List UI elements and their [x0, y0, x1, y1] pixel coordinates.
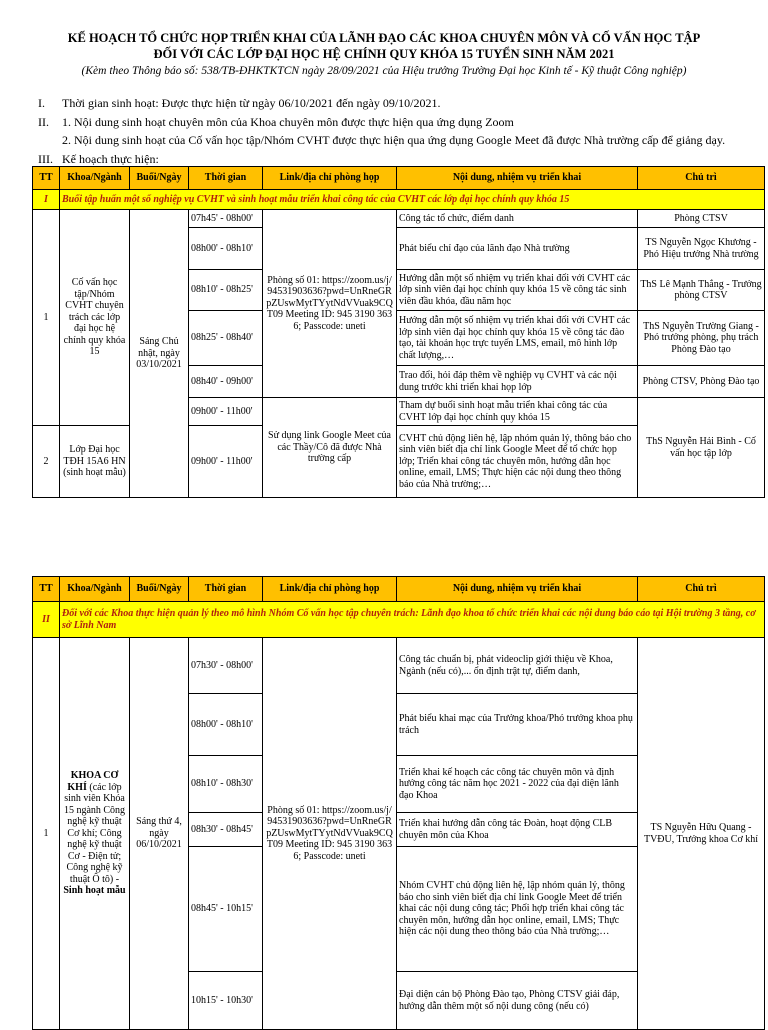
col-header-link: Link/địa chỉ phòng họp — [263, 577, 397, 602]
table-row — [33, 210, 765, 228]
row-number: 1 — [33, 210, 60, 426]
khoa-name: KHOA CƠ KHÍ — [67, 770, 119, 793]
khoa-detail: (các lớp sinh viên Khóa 15 ngành Công nghệ kỹ thuật Cơ khí; Công nghệ kỹ thuật Cơ - Điện tử; Công nghệ kỹ thuật Ô tô) - — [63, 781, 126, 885]
row-number: 1 — [33, 638, 60, 1030]
time-cell: 07h30' - 08h00' — [189, 638, 263, 694]
content-cell: Nhóm CVHT chủ động liên hệ, lập nhóm quản lý, thông báo cho sinh viên biết địa chỉ link Google Meet để triển khai các nội dung công tác; Phối hợp triển khai công tác chuyên môn, hướng dẫn học online, email, LMS; Thực hiện các nội dung theo thông báo của Nhà trường;… — [397, 847, 638, 972]
section-number: II — [33, 602, 60, 638]
chair-cell: TS Nguyễn Hữu Quang - TVĐU, Trưởng khoa Cơ khí — [638, 638, 765, 1030]
col-header-time: Thời gian — [189, 577, 263, 602]
time-cell: 09h00' - 11h00' — [189, 398, 263, 426]
meeting-link-cell[interactable]: Phòng số 01: https://zoom.us/j/94531903636?pwd=UnRneGRpZUswMytTYytNdVVuak9CQT09 Meeting ID: 945 3190 3636; Passcode: uneti — [263, 638, 397, 1030]
chair-cell: ThS Nguyễn Hải Bình - Cố vấn học tập lớp — [638, 398, 765, 498]
col-header-chair: Chủ trì — [638, 577, 765, 602]
section-title: Buổi tập huấn một số nghiệp vụ CVHT và sinh hoạt mẫu triển khai công tác của CVHT các lớp đại học chính quy khóa 15 — [60, 190, 765, 210]
content-cell: Phát biểu chỉ đạo của lãnh đạo Nhà trường — [397, 228, 638, 270]
content-cell: Hướng dẫn một số nhiệm vụ triển khai đối với CVHT các lớp sinh viên đại học chính quy khóa 15 về công tác đào tạo, tài khoản học trực tuyến LMS, email, mô hình lớp chất lượng,… — [397, 311, 638, 366]
col-header-khoa: Khoa/Ngành — [60, 167, 130, 190]
time-cell: 08h10' - 08h25' — [189, 270, 263, 311]
table-1-section-row — [33, 190, 765, 210]
col-header-tt: TT — [33, 167, 60, 190]
col-header-content: Nội dung, nhiệm vụ triển khai — [397, 167, 638, 190]
time-cell: 08h00' - 08h10' — [189, 694, 263, 756]
chair-cell: Phòng CTSV, Phòng Đào tạo — [638, 366, 765, 398]
col-header-chair: Chủ trì — [638, 167, 765, 190]
info-ii-text-1: 1. Nội dung sinh hoạt chuyên môn của Khoa chuyên môn được thực hiện qua ứng dụng Zoom — [62, 114, 514, 129]
info-i-number: I. — [38, 96, 45, 110]
content-cell: Trao đổi, hỏi đáp thêm về nghiệp vụ CVHT và các nội dung trước khi triển khai họp lớp — [397, 366, 638, 398]
col-header-link: Link/địa chỉ phòng họp — [263, 167, 397, 190]
time-cell: 08h25' - 08h40' — [189, 311, 263, 366]
table-1-header-row — [33, 167, 765, 190]
khoa-cell: Lớp Đại học TĐH 15A6 HN (sinh hoạt mẫu) — [60, 426, 130, 498]
col-header-time: Thời gian — [189, 167, 263, 190]
row-number: 2 — [33, 426, 60, 498]
content-cell: Đại diện cán bộ Phòng Đào tạo, Phòng CTSV giải đáp, hướng dẫn thêm một số nội dung công (nếu có) — [397, 972, 638, 1030]
info-iii-text: Kế hoạch thực hiện: — [62, 151, 159, 166]
info-ii-number: II. — [38, 114, 49, 129]
section-title: Đối với các Khoa thực hiện quản lý theo mô hình Nhóm Cố vấn học tập chuyên trách: Lãnh đạo khoa tổ chức triển khai các nội dung báo cáo tại Hội trường 3 tầng, cơ sở Lĩnh Nam — [60, 602, 765, 638]
info-i-text: Thời gian sinh hoạt: Được thực hiện từ ngày 06/10/2021 đến ngày 09/10/2021. — [62, 96, 441, 110]
document-title-line-2: ĐỐI VỚI CÁC LỚP ĐẠI HỌC HỆ CHÍNH QUY KHÓA 15 TUYỂN SINH NĂM 2021 — [153, 47, 615, 61]
document-subtitle: (Kèm theo Thông báo số: 538/TB-ĐHKTKTCN ngày 28/09/2021 của Hiệu trưởng Trường Đại học Kinh tế - Kỹ thuật Công nghiệp) — [81, 65, 687, 77]
info-ii-text-2: 2. Nội dung sinh hoạt của Cố vấn học tập/Nhóm CVHT được thực hiện qua ứng dụng Google Meet đã được Nhà trường cấp để giảng dạy. — [62, 133, 726, 148]
chair-cell: ThS Nguyễn Trường Giang - Phó trưởng phòng, phụ trách Phòng Đào tạo — [638, 311, 765, 366]
content-cell: Phát biểu khai mạc của Trưởng khoa/Phó trưởng khoa phụ trách — [397, 694, 638, 756]
time-cell: 08h10' - 08h30' — [189, 756, 263, 813]
time-cell: 08h30' - 08h45' — [189, 813, 263, 847]
content-cell: Công tác tổ chức, điểm danh — [397, 210, 638, 228]
meeting-link-cell: Sử dụng link Google Meet của các Thầy/Cô đã được Nhà trường cấp — [263, 398, 397, 498]
col-header-buoi: Buổi/Ngày — [130, 167, 189, 190]
time-cell: 08h40' - 09h00' — [189, 366, 263, 398]
col-header-khoa: Khoa/Ngành — [60, 577, 130, 602]
schedule-table-1 — [32, 166, 765, 498]
content-cell: Tham dự buổi sinh hoạt mẫu triển khai công tác của CVHT lớp đại học chính quy khóa 15 — [397, 398, 638, 426]
col-header-tt: TT — [33, 577, 60, 602]
khoa-cell: Cố vấn học tập/Nhóm CVHT chuyên trách các lớp đại học hệ chính quy khóa 15 — [60, 210, 130, 426]
content-cell: Triển khai kế hoạch các công tác chuyên môn và định hướng công tác năm học 2021 - 2022 của đại diện lãnh đạo Khoa — [397, 756, 638, 813]
meeting-link-cell[interactable]: Phòng số 01: https://zoom.us/j/94531903636?pwd=UnRneGRpZUswMytTYytNdVVuak9CQT09 Meeting ID: 945 3190 3636; Passcode: uneti — [263, 210, 397, 398]
time-cell: 08h00' - 08h10' — [189, 228, 263, 270]
info-section — [38, 94, 725, 168]
chair-cell: TS Nguyễn Ngọc Khương - Phó Hiệu trưởng Nhà trường — [638, 228, 765, 270]
time-cell: 07h45' - 08h00' — [189, 210, 263, 228]
content-cell: CVHT chủ động liên hệ, lập nhóm quản lý, thông báo cho sinh viên biết địa chỉ link Google Meet để tổ chức họp lớp; Triển khai công tác chuyên môn, hướng dẫn học online, email, LMS; Thực hiện các nội dung theo thông báo của Nhà trường;… — [397, 426, 638, 498]
col-header-content: Nội dung, nhiệm vụ triển khai — [397, 577, 638, 602]
table-2-section-row — [33, 602, 765, 638]
chair-cell: Phòng CTSV — [638, 210, 765, 228]
info-iii-number: III. — [38, 151, 53, 166]
table-row — [33, 638, 765, 694]
time-cell: 08h45' - 10h15' — [189, 847, 263, 972]
content-cell: Triển khai hướng dẫn công tác Đoàn, hoạt động CLB chuyên môn của Khoa — [397, 813, 638, 847]
schedule-table-2 — [32, 576, 765, 1030]
khoa-sample-label: Sinh hoạt mẫu — [63, 885, 126, 897]
day-cell: Sáng Chủ nhật, ngày 03/10/2021 — [130, 210, 189, 498]
day-cell: Sáng thứ 4, ngày 06/10/2021 — [130, 638, 189, 1030]
section-number: I — [33, 190, 60, 210]
time-cell: 10h15' - 10h30' — [189, 972, 263, 1030]
khoa-cell — [60, 638, 130, 1030]
time-cell: 09h00' - 11h00' — [189, 426, 263, 498]
table-2-header-row — [33, 577, 765, 602]
col-header-buoi: Buổi/Ngày — [130, 577, 189, 602]
document-title-line-1: KẾ HOẠCH TỔ CHỨC HỌP TRIỂN KHAI CỦA LÃNH ĐẠO CÁC KHOA CHUYÊN MÔN VÀ CỐ VẤN HỌC TẬP — [67, 31, 701, 45]
content-cell: Công tác chuẩn bị, phát videoclip giới thiệu về Khoa, Ngành (nếu có),... ổn định trật tự, điểm danh, — [397, 638, 638, 694]
content-cell: Hướng dẫn một số nhiệm vụ triển khai đối với CVHT các lớp sinh viên đại học chính quy khóa 15 về công tác sinh viên đầu khóa, đầu năm học — [397, 270, 638, 311]
chair-cell: ThS Lê Mạnh Thắng - Trưởng phòng CTSV — [638, 270, 765, 311]
document-header — [0, 30, 768, 79]
